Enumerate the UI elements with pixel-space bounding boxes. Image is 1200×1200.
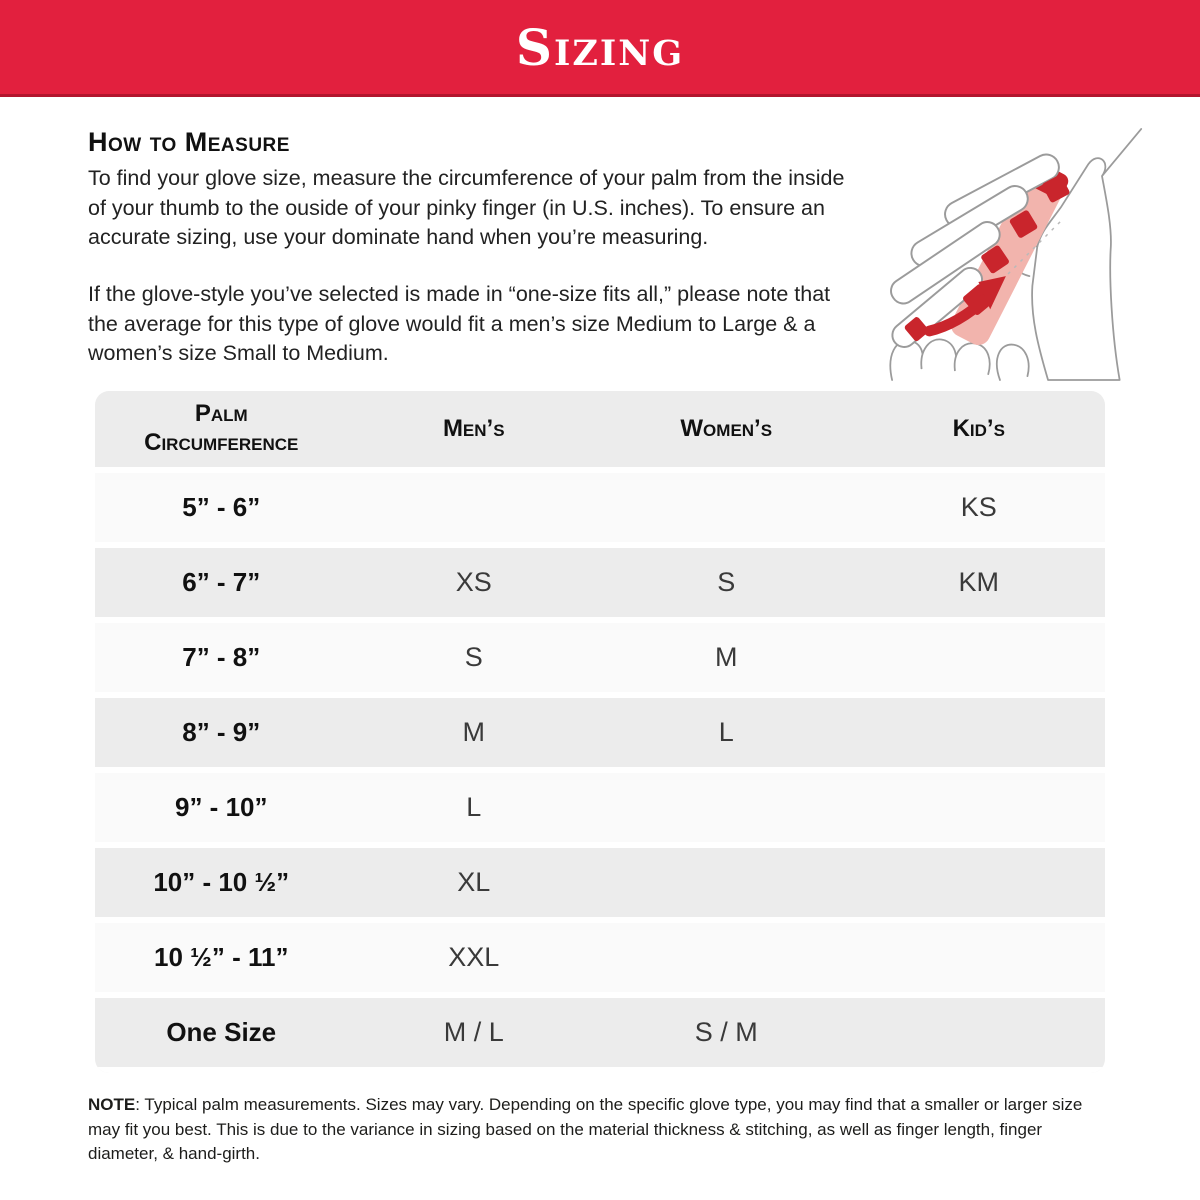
palm-circumference-cell: One Size	[166, 1017, 277, 1047]
column-header-womens: Women’s	[680, 414, 773, 442]
header-banner	[0, 0, 1200, 97]
mens-size-cell: XL	[457, 867, 491, 897]
column-header-palm-circumference: Palm Circumference	[144, 400, 299, 456]
womens-size-cell: S / M	[694, 1017, 758, 1047]
how-to-measure-text	[88, 127, 850, 379]
table-row	[95, 848, 1105, 923]
mens-size-cell: L	[466, 792, 482, 822]
hand-illustration-svg	[850, 127, 1150, 382]
womens-size-cell: L	[718, 717, 734, 747]
mens-size-cell: M	[462, 717, 485, 747]
kids-size-cell: KM	[958, 567, 999, 597]
palm-circumference-cell: 8” - 9”	[182, 717, 261, 747]
mens-size-cell: S	[464, 642, 483, 672]
column-header-kids: Kid’s	[952, 414, 1005, 442]
measure-paragraph-2: If the glove-style you’ve selected is made in “one-size fits all,” please note that the average for this type of glove would fit a men’s size Medium to Large & a women’s size Small to Medium.	[88, 281, 831, 366]
note-body: : Typical palm measurements. Sizes may vary. Depending on the specific glove type, you may find that a smaller or larger size may fit you best. This is due to the variance in sizing based on the material thickness & stitching, as well as finger length, finger diameter, & hand-girth.	[88, 1095, 1083, 1164]
note-text	[88, 1093, 1112, 1167]
palm-circumference-cell: 10” - 10 ½”	[153, 867, 290, 897]
table-row	[95, 923, 1105, 998]
size-table-header	[95, 391, 1105, 473]
measure-paragraph-1: To find your glove size, measure the circumference of your palm from the inside of your thumb to the ouside of your pinky finger (in U.S. inches). To ensure an accurate sizing, use your dominate hand when you’re measuring.	[88, 166, 845, 250]
womens-size-cell: M	[715, 642, 738, 672]
table-row	[95, 698, 1105, 773]
table-row	[95, 623, 1105, 698]
column-header-mens: Men’s	[442, 414, 505, 442]
palm-circumference-cell: 10 ½” - 11”	[154, 942, 289, 972]
size-table-body	[95, 473, 1105, 1073]
hand-measuring-illustration	[850, 127, 1150, 382]
table-row	[95, 773, 1105, 848]
table-row	[95, 473, 1105, 548]
palm-circumference-cell: 5” - 6”	[182, 492, 261, 522]
palm-circumference-cell: 6” - 7”	[182, 567, 261, 597]
note-label: NOTE	[88, 1095, 136, 1114]
kids-size-cell: KS	[960, 492, 997, 522]
palm-circumference-cell: 7” - 8”	[182, 642, 261, 672]
page-title: Sizing	[515, 17, 685, 77]
how-to-measure-heading: How to Measure	[88, 127, 290, 157]
how-to-measure-section	[0, 97, 1200, 379]
size-table	[95, 391, 1105, 1073]
mens-size-cell: XS	[455, 567, 492, 597]
mens-size-cell: XXL	[448, 942, 500, 972]
table-row	[95, 548, 1105, 623]
palm-circumference-cell: 9” - 10”	[175, 792, 268, 822]
table-row	[95, 998, 1105, 1073]
womens-size-cell: S	[717, 567, 736, 597]
mens-size-cell: M / L	[443, 1017, 504, 1047]
